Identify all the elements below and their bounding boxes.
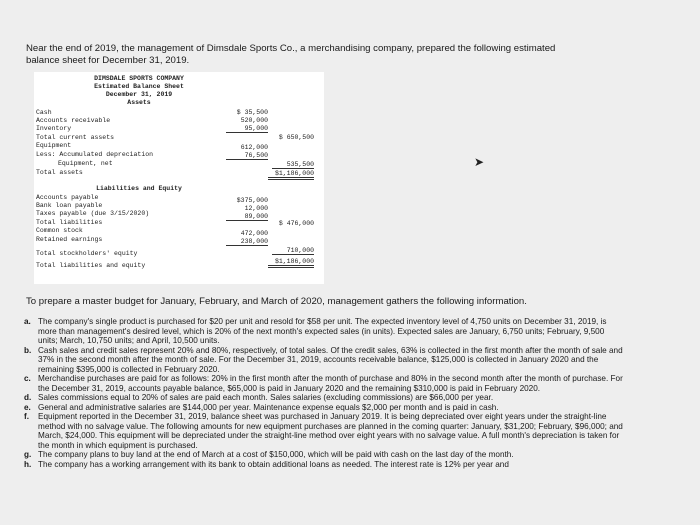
bs-label-tax: Taxes payable (due 3/15/2020) xyxy=(36,210,150,217)
list-item xyxy=(24,450,624,460)
bs-date: December 31, 2019 xyxy=(105,91,173,98)
list-item xyxy=(24,317,624,346)
bs-value-ap: $375,000 xyxy=(236,197,268,204)
prepare-text: To prepare a master budget for January, February, and March of 2020, management gathers the following information. xyxy=(26,296,527,307)
bs-value-cash: $ 35,500 xyxy=(236,109,268,116)
item-text: The company has a working arrangement with its bank to obtain additional loans as needed. The interest rate is 12% per year and xyxy=(38,459,509,469)
bs-label-tse: Total stockholders' equity xyxy=(36,250,138,257)
bs-label-ar: Accounts receivable xyxy=(36,117,111,124)
item-letter: g. xyxy=(24,450,32,459)
item-letter: a. xyxy=(24,317,31,326)
item-text: The company plans to buy land at the end of March at a cost of $150,000, which will be paid with cash on the last day of the month. xyxy=(38,450,514,459)
list-item xyxy=(24,393,624,403)
bs-assets-heading: Assets xyxy=(127,99,151,106)
item-letter: h. xyxy=(24,459,32,469)
item-text: Merchandise purchases are paid for as follows: 20% in the first month after the month of purchase and 80% in the second month after the month of purchase. For the December 31, 2019, accounts payable balance, $65,000 is paid in January 2020 and the remaining $310,000 is paid in February 2020. xyxy=(38,374,623,393)
item-letter: d. xyxy=(24,393,32,402)
item-text: Sales commissions equal to 20% of sales are paid each month. Sales salaries (excluding commissions) are $66,000 per year. xyxy=(38,393,494,402)
list-item xyxy=(24,346,624,375)
list-item xyxy=(24,374,624,393)
mouse-cursor-icon: ➤ xyxy=(474,155,485,169)
bs-value-accdep: 76,500 xyxy=(226,152,268,160)
bs-label-bank: Bank loan payable xyxy=(36,202,103,209)
bs-label-equipnet: Equipment, net xyxy=(58,160,113,167)
item-letter: b. xyxy=(24,345,32,355)
item-letter: c. xyxy=(24,374,31,383)
item-text: Equipment reported in the December 31, 2019, balance sheet was purchased in January 2019. It is being depreciated over eight years under the straight-line method with no salvage value. The following amounts for new equipment purchases are planned in the coming quarter: January, $31,200; February, $96,000; and March, $24,000. This equipment will be depreciated under the straight-line method over eight years with no salvage value. A full month's depreciation is taken for the month in which equipment is purchased. xyxy=(38,412,623,450)
bs-value-equipment: 612,000 xyxy=(240,144,268,151)
bs-value-total-assets: $1,186,000 xyxy=(268,170,314,180)
bs-label-equipment: Equipment xyxy=(36,142,72,149)
bs-label-tca: Total current assets xyxy=(36,134,115,141)
item-text: The company's single product is purchased for $20 per unit and resold for $58 per unit. The expected inventory level of 4,750 units on December 31, 2019, is more than management's desired level, which is 20% of the next month's expected sales (in units). Expected sales are January, 6,750 units; February, 9,500 units; March, 10,750 units; and April, 10,500 units. xyxy=(38,317,607,345)
item-text: General and administrative salaries are $144,000 per year. Maintenance expense equals $2,000 per month and is paid in cash. xyxy=(38,402,499,412)
bs-value-tle: $1,186,000 xyxy=(268,258,314,268)
bs-label-accdep: Less: Accumulated depreciation xyxy=(36,151,154,158)
bs-value-tax: 89,000 xyxy=(226,213,268,221)
bs-value-ar: 520,000 xyxy=(240,117,268,124)
bs-value-tl: $ 476,000 xyxy=(278,220,314,227)
bs-value-cs: 472,000 xyxy=(240,230,268,237)
bs-company: DIMSDALE SPORTS COMPANY xyxy=(94,75,184,82)
bs-label-tl: Total liabilities xyxy=(36,219,103,226)
bs-label-tle: Total liabilities and equity xyxy=(36,262,146,269)
bs-value-tca: $ 650,500 xyxy=(278,134,314,141)
bs-label-cs: Common stock xyxy=(36,227,83,234)
item-letter: e. xyxy=(24,402,31,412)
bs-label-inventory: Inventory xyxy=(36,125,72,132)
intro-text: Near the end of 2019, the management of Dimsdale Sports Co., a merchandising company, prepared the following estimated balance sheet for December 31, 2019. xyxy=(26,43,556,66)
bs-liab-heading: Liabilities and Equity xyxy=(96,185,182,192)
bs-title: Estimated Balance Sheet xyxy=(94,83,184,90)
bs-value-bank: 12,000 xyxy=(244,205,268,212)
bs-label-cash: Cash xyxy=(36,109,52,116)
list-item xyxy=(24,412,624,450)
balance-sheet-image xyxy=(34,72,324,284)
bs-label-total-assets: Total assets xyxy=(36,169,83,176)
bs-label-re: Retained earnings xyxy=(36,236,103,243)
item-text: Cash sales and credit sales represent 20% and 80%, respectively, of total sales. Of the credit sales, 63% is collected in the first month after the month of sale and 37% in the second month after the month of sale. For the December 31, 2019, accounts receivable balance, $125,000 is collected in January 2020 and the remaining $395,000 is collected in February 2020. xyxy=(38,345,623,374)
bs-label-ap: Accounts payable xyxy=(36,194,99,201)
bs-value-tse: 710,000 xyxy=(272,247,314,255)
bs-value-equipnet: 535,500 xyxy=(272,161,314,169)
bs-value-re: 238,000 xyxy=(226,238,268,246)
bs-value-inventory: 95,000 xyxy=(226,125,268,133)
list-item xyxy=(24,403,624,413)
item-letter: f. xyxy=(24,412,30,421)
list-item xyxy=(24,460,624,470)
info-list xyxy=(24,317,624,469)
